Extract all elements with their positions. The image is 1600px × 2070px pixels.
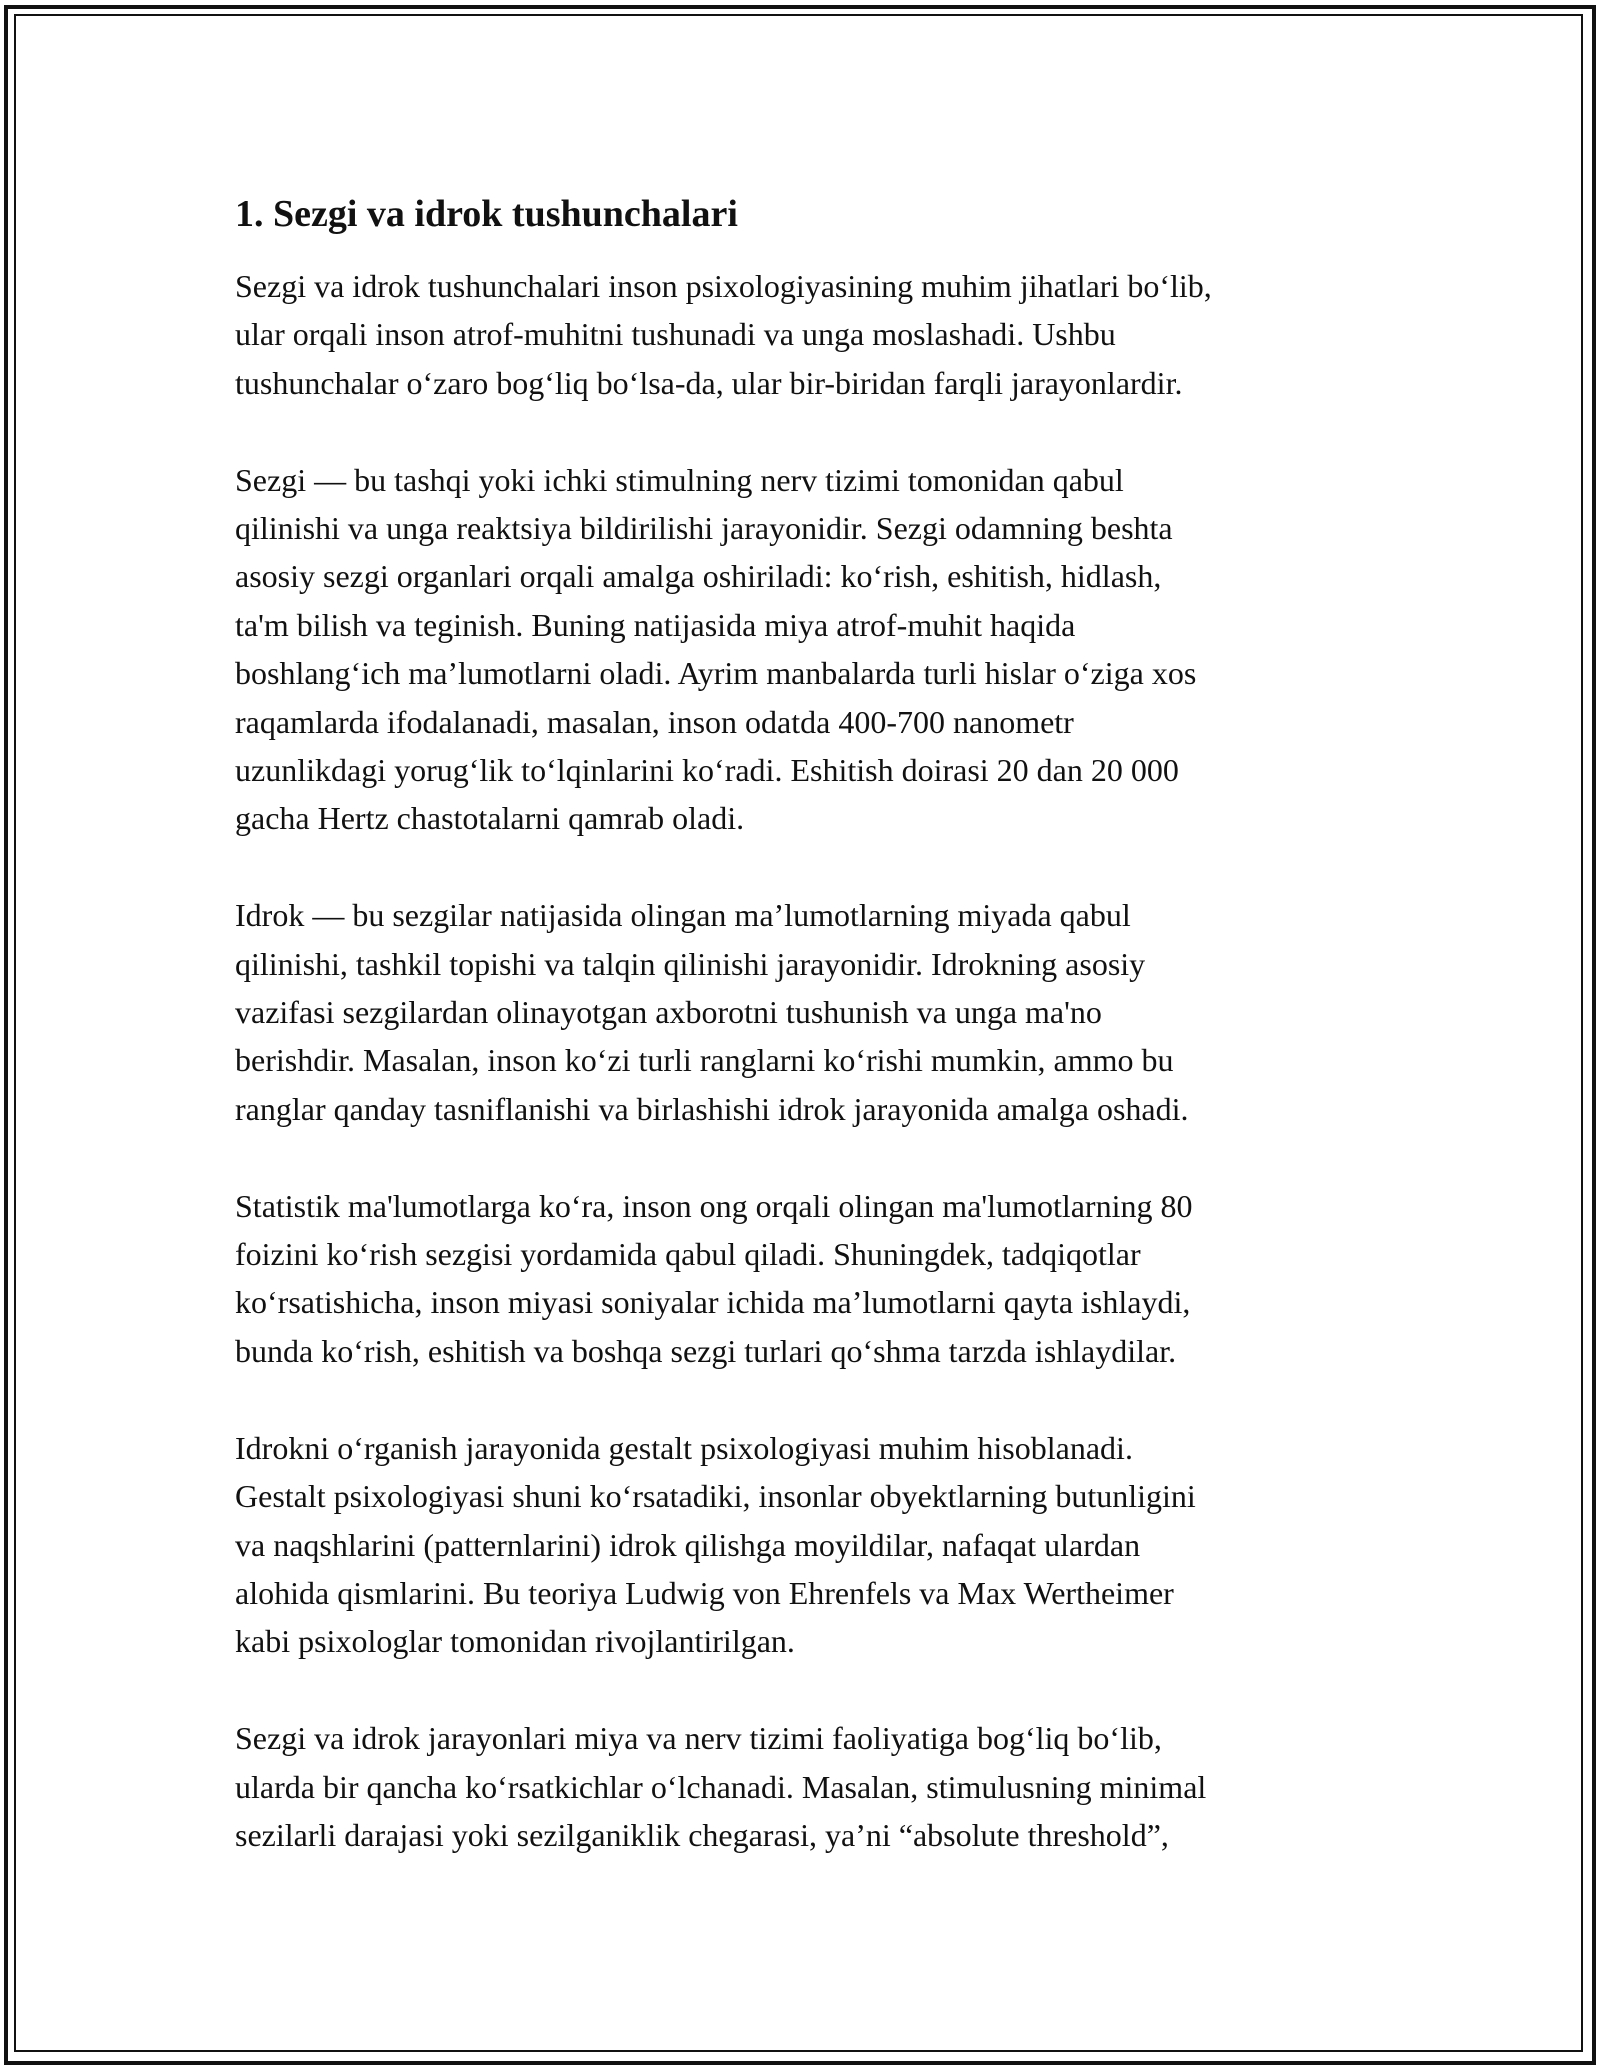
paragraph-gestalt: [235, 1424, 1375, 1666]
paragraph-line: va naqshlarini (patternlarini) idrok qilishga moyildilar, nafaqat ulardan: [235, 1526, 1141, 1563]
paragraph-line: qilinishi va unga reaktsiya bildirilishi jarayonidir. Sezgi odamning beshta: [235, 510, 1173, 547]
paragraph-line: foizini ko‘rish sezgisi yordamida qabul qiladi. Shuningdek, tadqiqotlar: [235, 1236, 1141, 1273]
paragraph-line: sezilarli darajasi yoki sezilganiklik chegarasi, ya’ni “absolute threshold”,: [235, 1816, 1169, 1853]
paragraph-line: Sezgi — bu tashqi yoki ichki stimulning nerv tizimi tomonidan qabul: [235, 461, 1124, 498]
paragraph-line: Sezgi va idrok jarayonlari miya va nerv tizimi faoliyatiga bog‘liq bo‘lib,: [235, 1720, 1162, 1757]
document-body: [235, 188, 1375, 1859]
paragraph-line: Idrok — bu sezgilar natijasida olingan ma’lumotlarning miyada qabul: [235, 897, 1131, 934]
paragraph-line: qilinishi, tashkil topishi va talqin qilinishi jarayonidir. Idrokning asosiy: [235, 945, 1146, 982]
paragraph-line: Statistik ma'lumotlarga ko‘ra, inson ong orqali olingan ma'lumotlarning 80: [235, 1187, 1193, 1224]
paragraph-line: ular orqali inson atrof-muhitni tushunadi va unga moslashadi. Ushbu: [235, 316, 1116, 353]
paragraph-line: alohida qismlarini. Bu teoriya Ludwig von Ehrenfels va Max Wertheimer: [235, 1574, 1174, 1611]
paragraph-line: kabi psixologlar tomonidan rivojlantirilgan.: [235, 1623, 795, 1660]
paragraph-line: ranglar qanday tasniflanishi va birlashishi idrok jarayonida amalga oshadi.: [235, 1090, 1189, 1127]
section-heading: 1. Sezgi va idrok tushunchalari: [235, 193, 738, 235]
paragraph-line: ko‘rsatishicha, inson miyasi soniyalar ichida ma’lumotlarni qayta ishlaydi,: [235, 1284, 1191, 1321]
paragraph-line: berishdir. Masalan, inson ko‘zi turli ranglarni ko‘rishi mumkin, ammo bu: [235, 1042, 1174, 1079]
paragraph-intro: [235, 262, 1375, 407]
paragraph-line: boshlang‘ich ma’lumotlarni oladi. Ayrim manbalarda turli hislar o‘ziga xos: [235, 655, 1197, 692]
paragraph-line: uzunlikdagi yorug‘lik to‘lqinlarini ko‘radi. Eshitish doirasi 20 dan 20 000: [235, 752, 1179, 789]
paragraph-line: Sezgi va idrok tushunchalari inson psixologiyasining muhim jihatlari bo‘lib,: [235, 268, 1212, 304]
paragraph-line: gacha Hertz chastotalarni qamrab oladi.: [235, 800, 745, 837]
paragraph-threshold: [235, 1714, 1375, 1859]
paragraph-line: raqamlarda ifodalanadi, masalan, inson odatda 400-700 nanometr: [235, 703, 1074, 740]
paragraph-line: vazifasi sezgilardan olinayotgan axborotni tushunish va unga ma'no: [235, 994, 1102, 1031]
paragraph-line: asosiy sezgi organlari orqali amalga oshiriladi: ko‘rish, eshitish, hidlash,: [235, 558, 1162, 595]
paragraph-sezgi: [235, 456, 1375, 843]
paragraph-idrok: [235, 891, 1375, 1133]
paragraph-line: ta'm bilish va teginish. Buning natijasida miya atrof-muhit haqida: [235, 606, 1076, 643]
paragraph-statistics: [235, 1182, 1375, 1376]
paragraph-line: tushunchalar o‘zaro bog‘liq bo‘lsa-da, ular bir-biridan farqli jarayonlardir.: [235, 364, 1183, 401]
paragraph-line: Idrokni o‘rganish jarayonida gestalt psixologiyasi muhim hisoblanadi.: [235, 1429, 1133, 1466]
paragraph-line: Gestalt psixologiyasi shuni ko‘rsatadiki, insonlar obyektlarning butunligini: [235, 1478, 1196, 1515]
paragraph-line: ularda bir qancha ko‘rsatkichlar o‘lchanadi. Masalan, stimulusning minimal: [235, 1768, 1207, 1805]
paragraph-line: bunda ko‘rish, eshitish va boshqa sezgi turlari qo‘shma tarzda ishlaydilar.: [235, 1332, 1177, 1369]
